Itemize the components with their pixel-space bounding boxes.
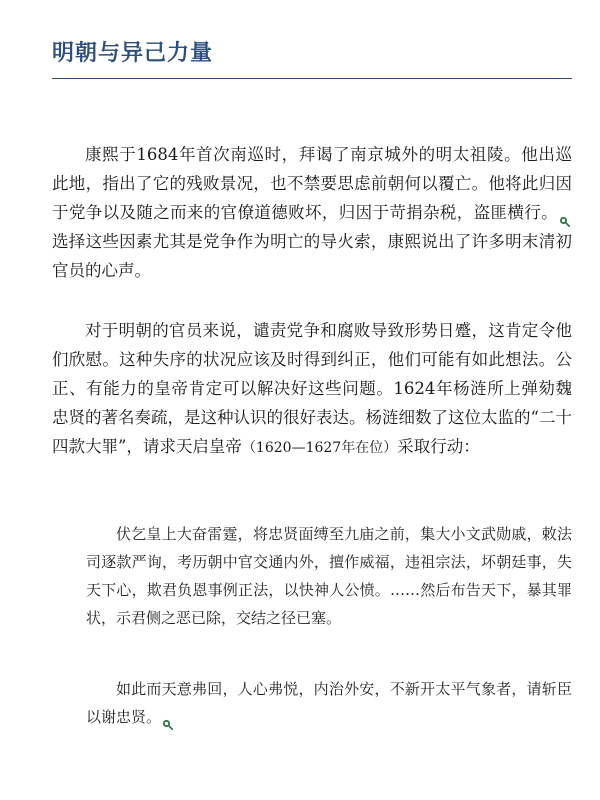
paragraph-1-text-a: 康熙于1684年首次南巡时，拜谒了南京城外的明太祖陵。他出巡此地，指出了它的残败景况，也不禁要思虑前朝何以覆亡。他将此归因于党争以及随之而来的官僚道德败坏，归因于苛捐杂税，盗匪横行。: [52, 145, 572, 222]
quote-block-2: [86, 675, 572, 731]
note-magnifier-icon[interactable]: [162, 711, 173, 722]
quote-2-text: 如此而天意弗回，人心弗悦，内治外安，不新开太平气象者，请斩臣以谢忠贤。: [86, 680, 572, 726]
title-divider: [52, 78, 572, 79]
paragraph-1: [52, 140, 572, 285]
paragraph-2: [52, 316, 572, 463]
chapter-title: 明朝与异己力量: [52, 41, 214, 66]
quote-block-1: 伏乞皇上大奋雷霆，将忠贤面缚至九庙之前，集大小文武勋戚，敕法司逐款严询，考历朝中官交通内外，擅作威福，违祖宗法，坏朝廷事，失天下心，欺君负恩事例正法，以快神人公愤。……然后布告天下，暴其罪状，示君侧之恶已除，交结之径已塞。: [86, 525, 572, 627]
reign-years: （1620—1627年在位）: [241, 440, 398, 456]
paragraph-1-text-b: 选择这些因素尤其是党争作为明亡的导火索，康熙说出了许多明末清初官员的心声。: [52, 232, 572, 280]
paragraph-2-text-a: 对于明朝的官员来说，谴责党争和腐败导致形势日蹙，这肯定令他们欣慰。这种失序的状况应该及时得到纠正，他们可能有如此想法。公正、有能力的皇帝肯定可以解决好这些问题。1624年杨涟所上弹劾魏忠贤的著名奏疏，是这种认识的很好表达。杨涟细数了这位太监的“二十四款大罪”，请求天启皇帝: [52, 321, 572, 456]
note-magnifier-icon[interactable]: [559, 207, 570, 218]
paragraph-2-text-b: 采取行动：: [397, 437, 480, 456]
